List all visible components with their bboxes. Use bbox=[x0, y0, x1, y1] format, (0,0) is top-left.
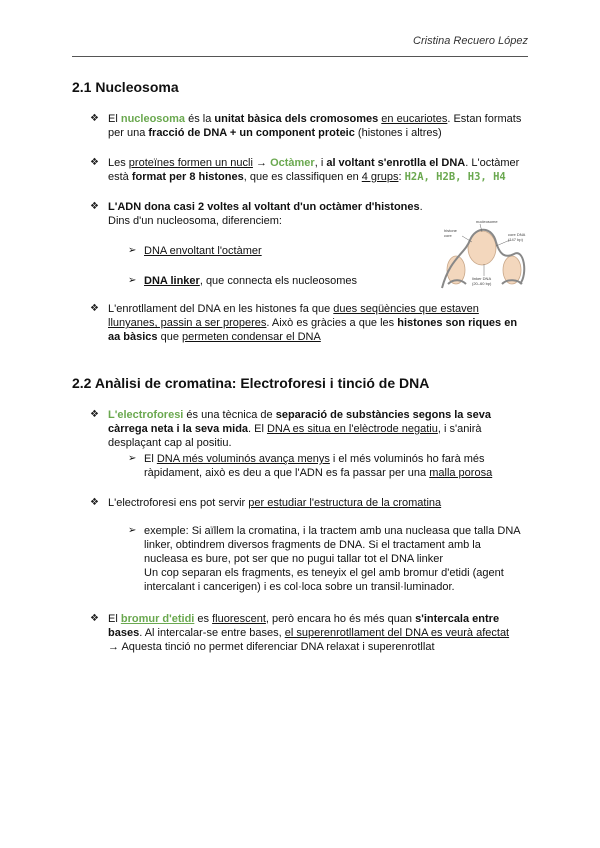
paragraph-electroforesi: L'electroforesi és una tècnica de separació de substàncies segons la seva càrrega neta i la seva mida. El DNA es situa en l'elèctrode negatiu, i s'anirà desplaçant cap al positiu. bbox=[108, 409, 491, 449]
section-heading-nucleosoma: 2.1 Nucleosoma bbox=[72, 79, 179, 95]
diagram-label-core-dna-bp: (147 bp) bbox=[508, 237, 523, 242]
paragraph-octamer: Les proteïnes formen un nucli → Octàmer, i al voltant s'enrotlla el DNA. L'octàmer està format per 8 histones, que es classifiquen en 4 grups: H2A, H2B, H3, H4 bbox=[108, 157, 520, 183]
section-heading-cromatina: 2.2 Anàlisi de cromatina: Electroforesi i tinció de DNA bbox=[72, 375, 430, 391]
paragraph-bromur: El bromur d'etidi es fluorescent, però encara ho és més quan s'intercala entre bases. Al intercalar-se entre bases, el superenrotllament del DNA es veurà afectat → Aquesta tinció no permet diferenciar DNA relaxat i superenrotllat bbox=[108, 613, 510, 653]
diagram-label-core: core bbox=[444, 233, 452, 238]
header-divider bbox=[72, 56, 528, 57]
diagram-label-nucleosome: nucleosome bbox=[476, 219, 498, 224]
arrow-bullet-icon: ➢ bbox=[128, 275, 137, 286]
subitem-dna-linker: DNA linker, que connecta els nucleosomes bbox=[144, 275, 357, 287]
bullet-icon: ❖ bbox=[90, 303, 99, 314]
arrow-bullet-icon: ➢ bbox=[128, 525, 137, 536]
bullet-icon: ❖ bbox=[90, 157, 99, 168]
subitem-dna-voluminos: El DNA més voluminós avança menys i el més voluminós ho farà més ràpidament, això es deu a que l'ADN es fa passar per una malla porosa bbox=[144, 453, 493, 479]
paragraph-enrotllament: L'enrotllament del DNA en les histones fa que dues seqüències que estaven llunyanes, passin a ser properes. Això es gràcies a que les histones son riques en aa bàsics que permeten condensar el DNA bbox=[108, 303, 518, 343]
nucleosome-diagram bbox=[440, 218, 530, 298]
bullet-icon: ❖ bbox=[90, 613, 99, 624]
bullet-icon: ❖ bbox=[90, 113, 99, 124]
diagram-label-histone: histone bbox=[444, 228, 457, 233]
bullet-icon: ❖ bbox=[90, 497, 99, 508]
bullet-icon: ❖ bbox=[90, 409, 99, 420]
arrow-bullet-icon: ➢ bbox=[128, 453, 137, 464]
arrow-bullet-icon: ➢ bbox=[128, 245, 137, 256]
paragraph-two-turns: L'ADN dona casi 2 voltes al voltant d'un octàmer d'histones. Dins d'un nucleosoma, diferenciem: bbox=[108, 201, 423, 227]
diagram-label-core-dna: core DNA bbox=[508, 232, 526, 237]
author-name: Cristina Recuero López bbox=[413, 35, 528, 47]
paragraph-nucleosoma-def: El nucleosoma és la unitat bàsica dels cromosomes en eucariotes. Estan formats per una fracció de DNA + un component proteic (histones i altres) bbox=[108, 113, 522, 139]
subitem-dna-envoltant: DNA envoltant l'octàmer bbox=[144, 245, 262, 257]
diagram-label-linker: linker DNA bbox=[472, 276, 492, 281]
bullet-icon: ❖ bbox=[90, 201, 99, 212]
paragraph-estudiar-cromatina: L'electroforesi ens pot servir per estudiar l'estructura de la cromatina bbox=[108, 497, 442, 509]
diagram-label-linker-bp: (20–60 bp) bbox=[472, 281, 492, 286]
subitem-exemple: exemple: Si aïllem la cromatina, i la tractem amb una nucleasa que talla DNA linker, obtindrem diversos fragments de DNA. Si el tractament amb la nucleasa es bure, pot ser que no pugui tallar tot el DNA linker Un cop separan els fragments, es teneyix el gel amb bromur d'etidi (agent intercalant i cancerigen) i es col·loca sobre un transil·luminador. bbox=[144, 525, 521, 593]
